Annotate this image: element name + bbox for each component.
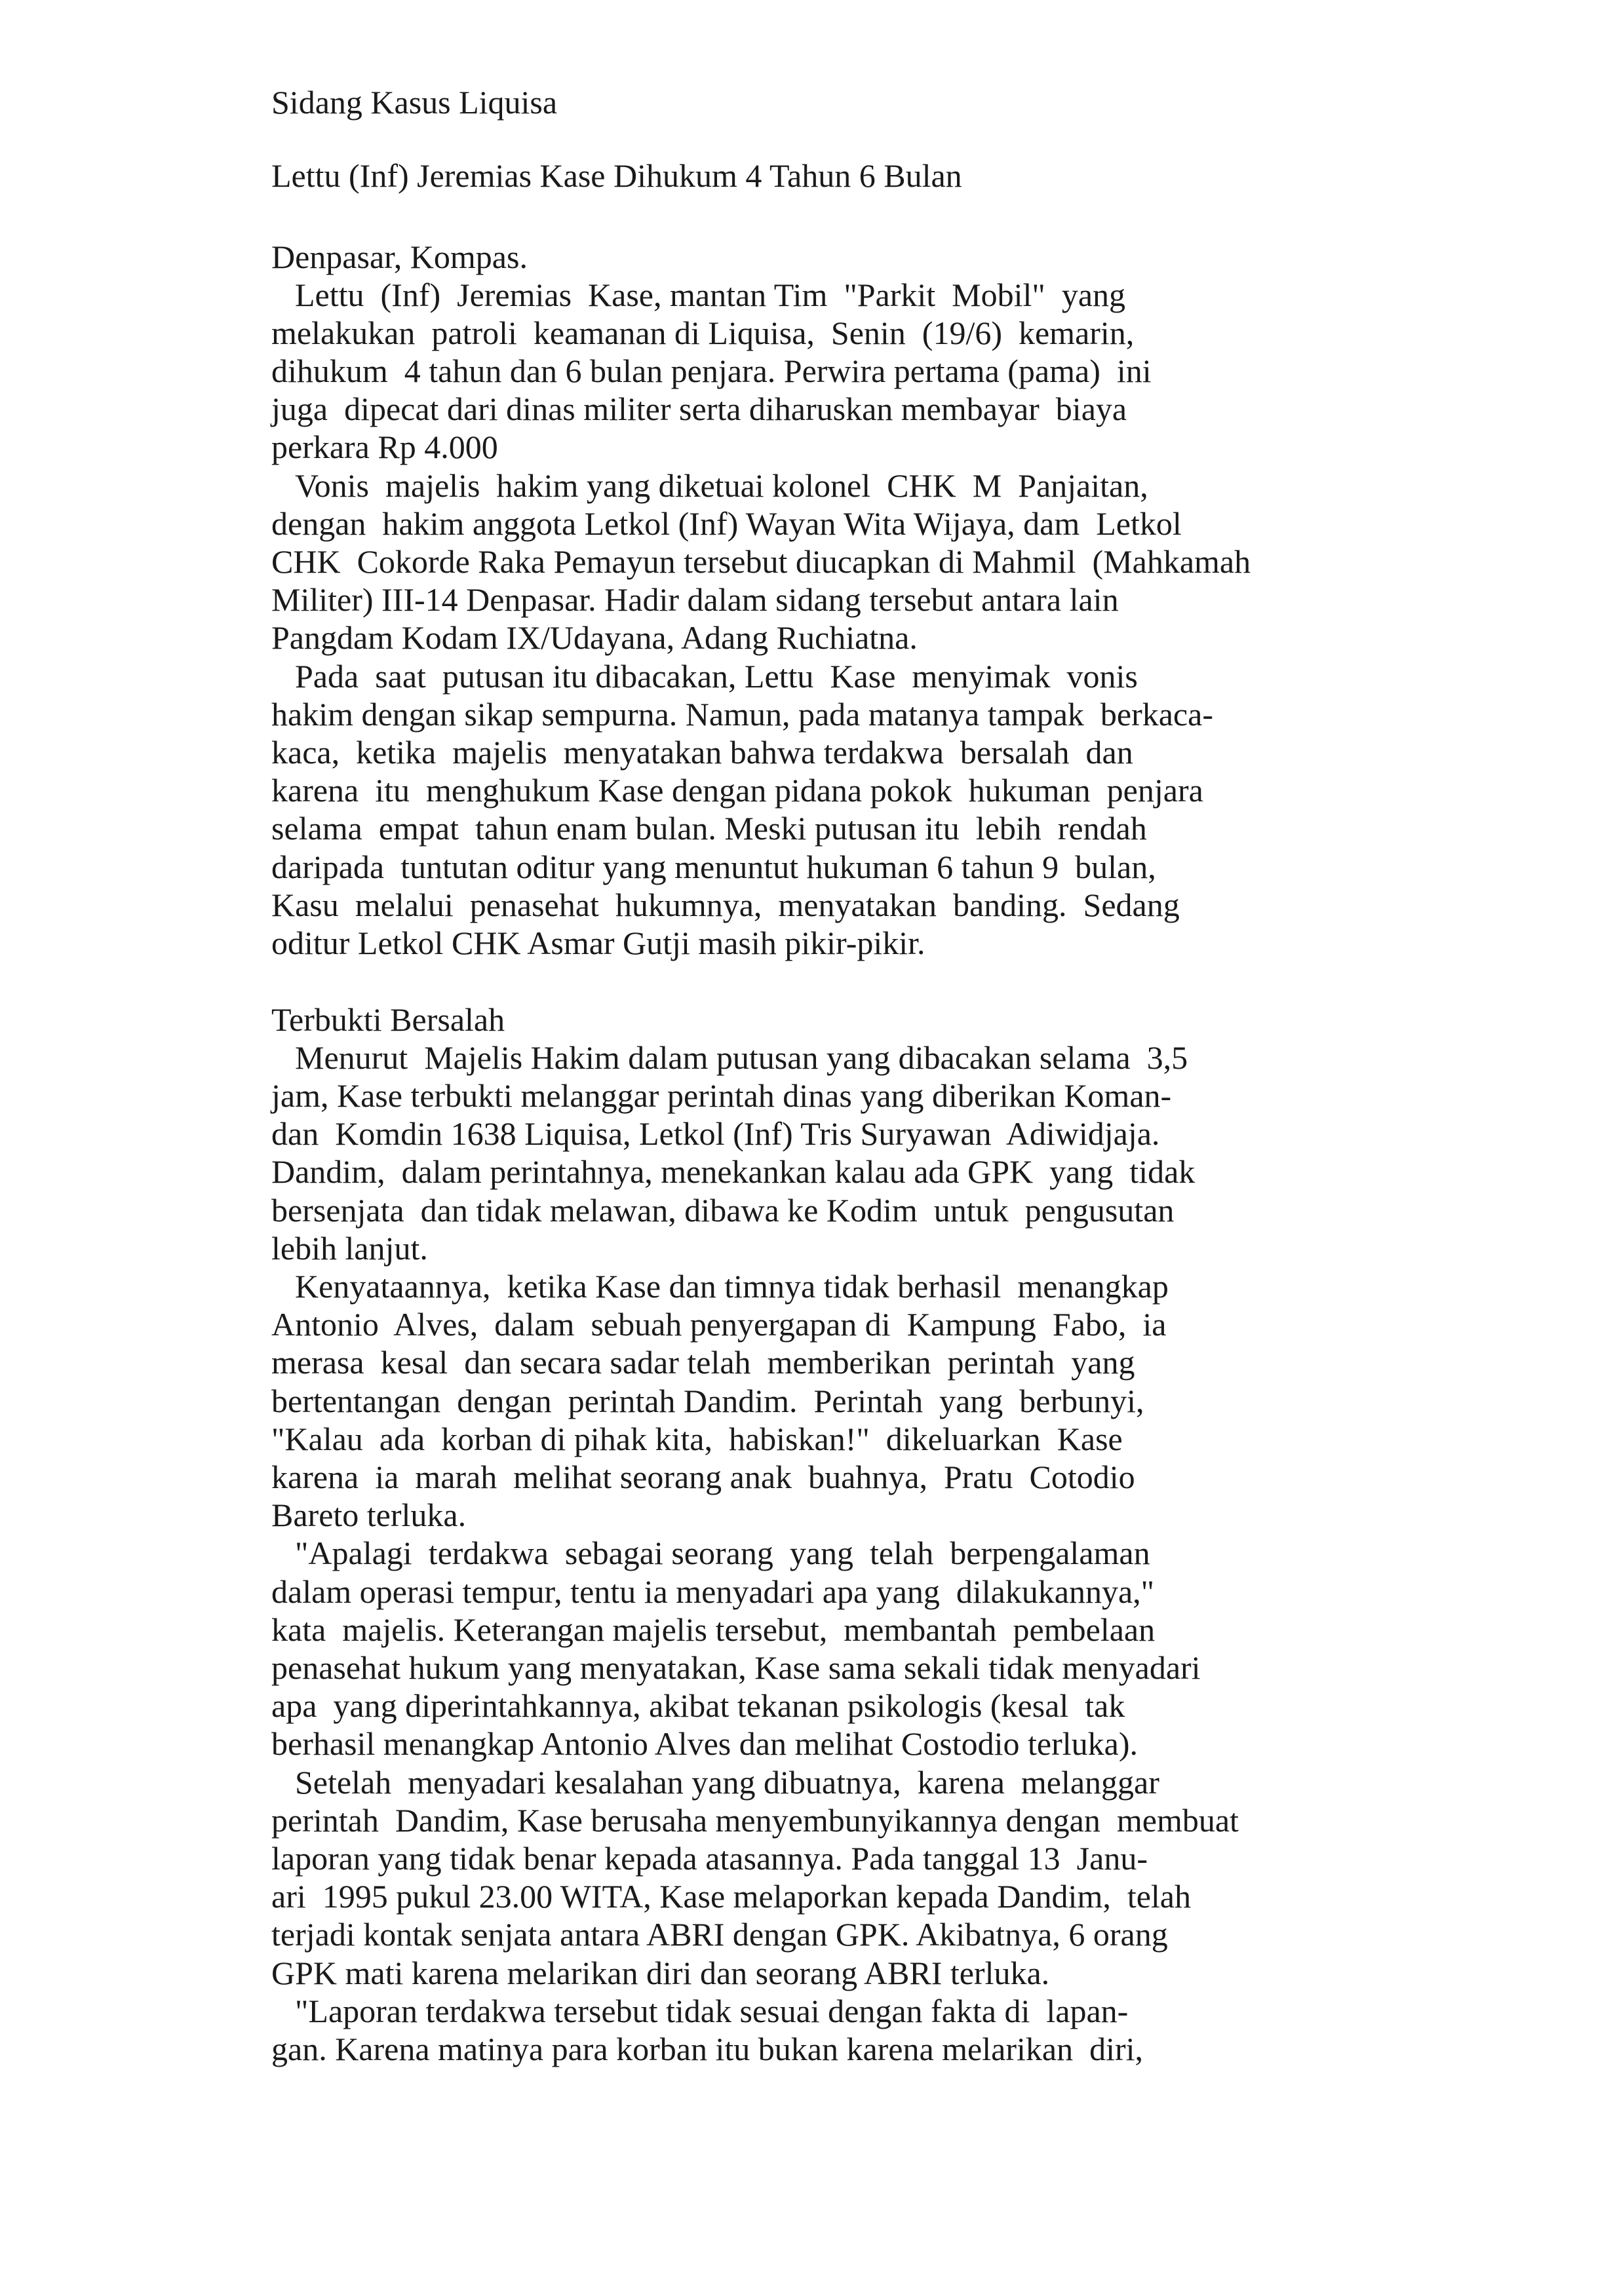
body-line: kata majelis. Keterangan majelis tersebut, membantah pembelaan xyxy=(271,1611,1156,1648)
article-kicker: Sidang Kasus Liquisa xyxy=(271,84,558,121)
body-line: Setelah menyadari kesalahan yang dibuatnya, karena melanggar xyxy=(295,1764,1159,1801)
body-line: "Kalau ada korban di pihak kita, habiskan!" dikeluarkan Kase xyxy=(271,1421,1123,1457)
body-line: CHK Cokorde Raka Pemayun tersebut diucapkan di Mahmil (Mahkamah xyxy=(271,543,1251,580)
body-line: Pangdam Kodam IX/Udayana, Adang Ruchiatna. xyxy=(271,619,918,656)
body-line: oditur Letkol CHK Asmar Gutji masih pikir-pikir. xyxy=(271,925,925,961)
body-line: kaca, ketika majelis menyatakan bahwa terdakwa bersalah dan xyxy=(271,734,1133,771)
body-line: Dandim, dalam perintahnya, menekankan kalau ada GPK yang tidak xyxy=(271,1153,1196,1190)
body-line: Pada saat putusan itu dibacakan, Lettu Kase menyimak vonis xyxy=(295,658,1138,695)
body-line: Bareto terluka. xyxy=(271,1497,467,1533)
body-line: hakim dengan sikap sempurna. Namun, pada matanya tampak berkaca- xyxy=(271,696,1213,733)
body-line: "Apalagi terdakwa sebagai seorang yang telah berpengalaman xyxy=(295,1535,1150,1571)
body-line: Menurut Majelis Hakim dalam putusan yang dibacakan selama 3,5 xyxy=(295,1039,1188,1076)
article-dateline: Denpasar, Kompas. xyxy=(271,239,528,275)
body-line: dengan hakim anggota Letkol (Inf) Wayan Wita Wijaya, dam Letkol xyxy=(271,505,1182,542)
article-headline: Lettu (Inf) Jeremias Kase Dihukum 4 Tahun 6 Bulan xyxy=(271,157,962,194)
body-line: "Laporan terdakwa tersebut tidak sesuai dengan fakta di lapan- xyxy=(295,1993,1129,2029)
body-line: GPK mati karena melarikan diri dan seorang ABRI terluka. xyxy=(271,1955,1050,1991)
body-line: selama empat tahun enam bulan. Meski putusan itu lebih rendah xyxy=(271,810,1147,847)
body-line: Vonis majelis hakim yang diketuai kolonel CHK M Panjaitan, xyxy=(295,467,1148,504)
body-line: penasehat hukum yang menyatakan, Kase sama sekali tidak menyadari xyxy=(271,1649,1201,1686)
body-line: perkara Rp 4.000 xyxy=(271,429,498,465)
body-line: jam, Kase terbukti melanggar perintah dinas yang diberikan Koman- xyxy=(271,1077,1172,1114)
body-line: apa yang diperintahkannya, akibat tekanan psikologis (kesal tak xyxy=(271,1687,1125,1724)
body-line: terjadi kontak senjata antara ABRI dengan GPK. Akibatnya, 6 orang xyxy=(271,1916,1168,1953)
body-line: melakukan patroli keamanan di Liquisa, Senin (19/6) kemarin, xyxy=(271,315,1135,351)
body-line: bersenjata dan tidak melawan, dibawa ke Kodim untuk pengusutan xyxy=(271,1192,1175,1229)
body-line: karena itu menghukum Kase dengan pidana pokok hukuman penjara xyxy=(271,772,1203,809)
body-line: dalam operasi tempur, tentu ia menyadari apa yang dilakukannya," xyxy=(271,1573,1155,1610)
body-line: merasa kesal dan secara sadar telah memberikan perintah yang xyxy=(271,1344,1135,1381)
body-line: gan. Karena matinya para korban itu bukan karena melarikan diri, xyxy=(271,2031,1144,2067)
body-line: Antonio Alves, dalam sebuah penyergapan di Kampung Fabo, ia xyxy=(271,1306,1167,1343)
body-line: dan Komdin 1638 Liquisa, Letkol (Inf) Tris Suryawan Adiwidjaja. xyxy=(271,1115,1160,1152)
section-heading: Terbukti Bersalah xyxy=(271,1001,505,1038)
body-line: laporan yang tidak benar kepada atasannya. Pada tanggal 13 Janu- xyxy=(271,1840,1148,1877)
body-line: Kasu melalui penasehat hukumnya, menyatakan banding. Sedang xyxy=(271,887,1180,923)
body-line: Kenyataannya, ketika Kase dan timnya tidak berhasil menangkap xyxy=(295,1268,1169,1305)
body-line: daripada tuntutan oditur yang menuntut hukuman 6 tahun 9 bulan, xyxy=(271,849,1156,885)
body-line: Lettu (Inf) Jeremias Kase, mantan Tim "Parkit Mobil" yang xyxy=(295,277,1126,313)
body-line: karena ia marah melihat seorang anak buahnya, Pratu Cotodio xyxy=(271,1459,1135,1495)
body-line: Militer) III-14 Denpasar. Hadir dalam sidang tersebut antara lain xyxy=(271,581,1119,618)
body-line: dihukum 4 tahun dan 6 bulan penjara. Perwira pertama (pama) ini xyxy=(271,353,1152,389)
body-line: berhasil menangkap Antonio Alves dan melihat Costodio terluka). xyxy=(271,1725,1138,1762)
body-line: juga dipecat dari dinas militer serta diharuskan membayar biaya xyxy=(271,391,1127,427)
body-line: perintah Dandim, Kase berusaha menyembunyikannya dengan membuat xyxy=(271,1802,1239,1839)
body-line: bertentangan dengan perintah Dandim. Perintah yang berbunyi, xyxy=(271,1383,1144,1419)
body-line: ari 1995 pukul 23.00 WITA, Kase melaporkan kepada Dandim, telah xyxy=(271,1878,1192,1915)
body-line: lebih lanjut. xyxy=(271,1230,428,1267)
